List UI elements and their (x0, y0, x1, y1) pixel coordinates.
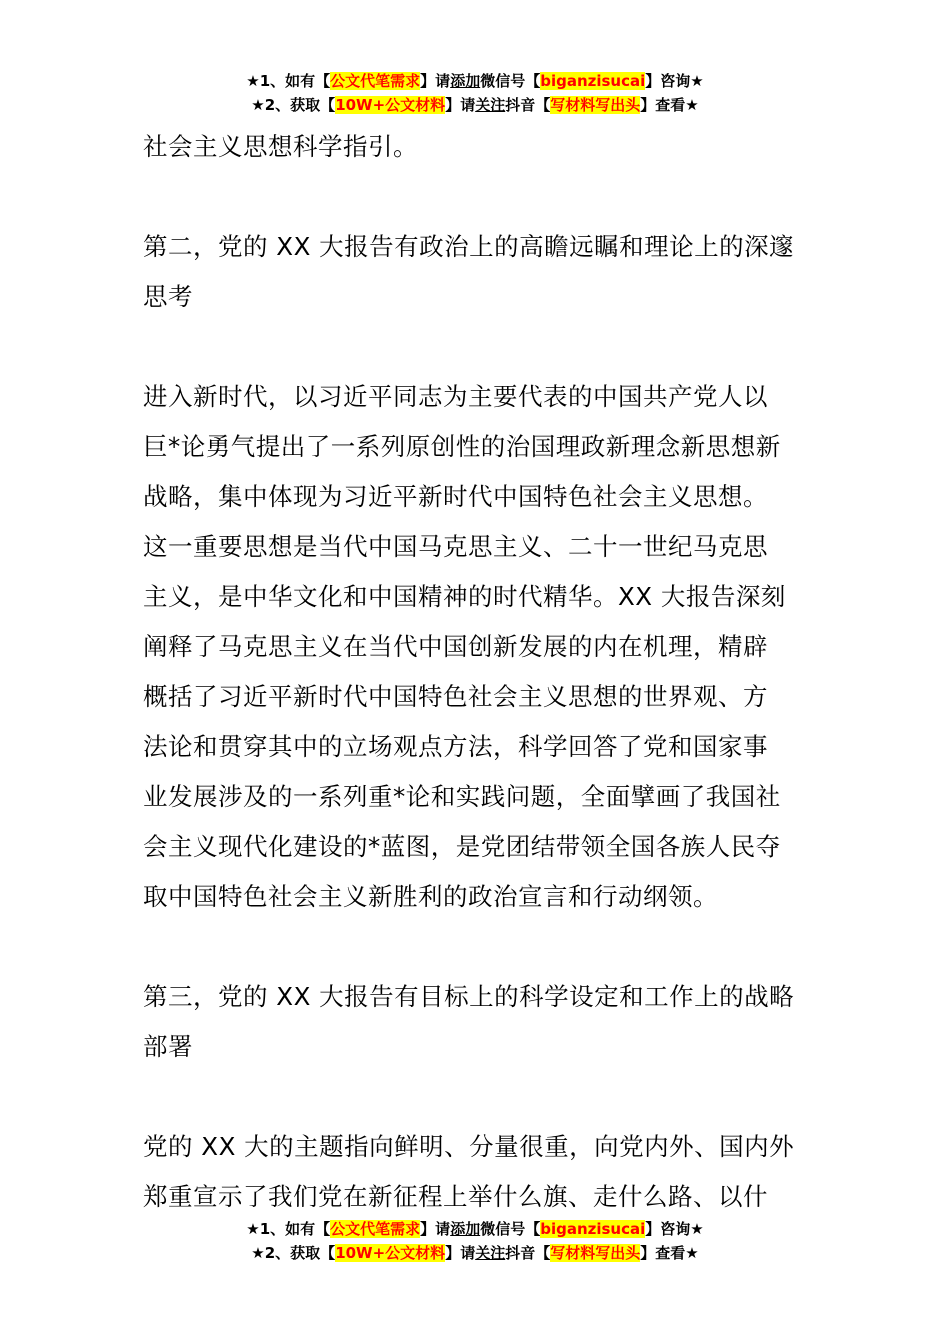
paragraph-2 (143, 372, 808, 922)
paragraph-spacer (143, 322, 808, 372)
footer-banner (0, 1217, 950, 1265)
heading-line: 第三，党的 XX 大报告有目标上的科学设定和工作上的战略 (143, 982, 795, 1011)
banner-underlined: 添加 (450, 1220, 481, 1238)
banner-text: ★2、获取【 (251, 96, 336, 114)
banner-highlight: 10W+公文材料 (335, 1244, 446, 1262)
header-banner-line-1 (0, 69, 950, 93)
banner-text: 】查看★ (640, 96, 699, 114)
text-line: 巨*论勇气提出了一系列原创性的治国理政新理念新思想新 (143, 432, 781, 461)
paragraph-3 (143, 1122, 808, 1222)
text-line: 党的 XX 大的主题指向鲜明、分量很重，向党内外、国内外 (143, 1132, 795, 1161)
banner-text: ★1、如有【 (246, 72, 331, 90)
banner-text: 】请 (445, 1244, 476, 1262)
text-line: 战略，集中体现为习近平新时代中国特色社会主义思想。 (143, 482, 768, 511)
heading-line: 部署 (143, 1032, 193, 1061)
banner-text: 】请 (420, 1220, 451, 1238)
banner-underlined: 关注 (475, 96, 506, 114)
header-banner (0, 69, 950, 117)
text-line: 进入新时代，以习近平同志为主要代表的中国共产党人以 (143, 382, 768, 411)
footer-banner-line-1 (0, 1217, 950, 1241)
text-line: 会主义现代化建设的*蓝图，是党团结带领全国各族人民夺 (143, 832, 781, 861)
banner-text: 】查看★ (640, 1244, 699, 1262)
banner-underlined: 关注 (475, 1244, 506, 1262)
banner-highlight: 10W+公文材料 (335, 96, 446, 114)
banner-text: 微信号【 (480, 1220, 541, 1238)
paragraph-tail: 社会主义思想科学指引。 (143, 132, 418, 161)
banner-underlined: 添加 (450, 72, 481, 90)
banner-highlight: biganzisucai (540, 72, 646, 90)
heading-line: 第二，党的 XX 大报告有政治上的高瞻远瞩和理论上的深邃 (143, 232, 795, 261)
text-line: 郑重宣示了我们党在新征程上举什么旗、走什么路、以什 (143, 1182, 768, 1211)
footer-banner-line-2 (0, 1241, 950, 1265)
banner-highlight: 公文代笔需求 (330, 1220, 421, 1238)
text-line: 业发展涉及的一系列重*论和实践问题，全面擘画了我国社 (143, 782, 781, 811)
banner-highlight: biganzisucai (540, 1220, 646, 1238)
paragraph-spacer (143, 1072, 808, 1122)
text-line: 概括了习近平新时代中国特色社会主义思想的世界观、方 (143, 682, 768, 711)
document-body (143, 122, 808, 1222)
banner-highlight: 写材料写出头 (550, 1244, 641, 1262)
text-line: 主义，是中华文化和中国精神的时代精华。XX 大报告深刻 (143, 582, 786, 611)
banner-highlight: 公文代笔需求 (330, 72, 421, 90)
banner-text: 】请 (420, 72, 451, 90)
banner-text: 】咨询★ (645, 1220, 704, 1238)
section-heading-3 (143, 972, 808, 1072)
banner-text: 抖音【 (505, 96, 551, 114)
header-banner-line-2 (0, 93, 950, 117)
banner-text: 】请 (445, 96, 476, 114)
banner-text: ★1、如有【 (246, 1220, 331, 1238)
text-line: 这一重要思想是当代中国马克思主义、二十一世纪马克思 (143, 532, 768, 561)
banner-text: ★2、获取【 (251, 1244, 336, 1262)
text-line: 阐释了马克思主义在当代中国创新发展的内在机理，精辟 (143, 632, 768, 661)
banner-highlight: 写材料写出头 (550, 96, 641, 114)
text-line: 法论和贯穿其中的立场观点方法，科学回答了党和国家事 (143, 732, 768, 761)
banner-text: 抖音【 (505, 1244, 551, 1262)
section-heading-2 (143, 222, 808, 322)
banner-text: 】咨询★ (645, 72, 704, 90)
banner-text: 微信号【 (480, 72, 541, 90)
paragraph-spacer (143, 922, 808, 972)
text-line: 取中国特色社会主义新胜利的政治宣言和行动纲领。 (143, 882, 718, 911)
heading-line: 思考 (143, 282, 193, 311)
paragraph-spacer (143, 172, 808, 222)
